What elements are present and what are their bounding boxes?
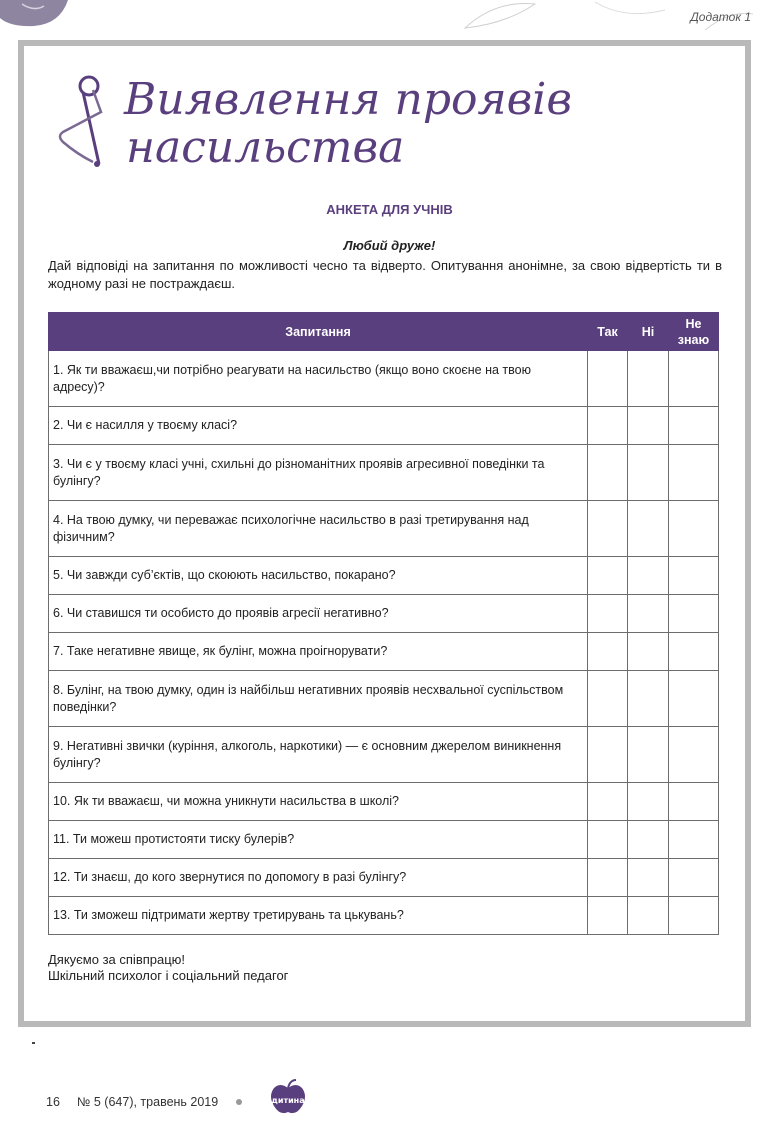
answer-no-cell[interactable] (628, 727, 669, 783)
table-row (49, 821, 719, 859)
table-header-row (49, 313, 719, 351)
answer-yes-cell[interactable] (588, 407, 628, 445)
header-dont-know-line1: Не (685, 316, 702, 331)
question-text: 4. На твою думку, чи переважає психологічне насильство в разі третирування над фізичним? (49, 501, 588, 557)
issue-info: № 5 (647), травень 2019 (77, 1095, 219, 1109)
question-text: 2. Чи є насилля у твоєму класі? (49, 407, 588, 445)
greeting: Любий друже! (343, 238, 436, 253)
answer-dont-know-cell[interactable] (669, 445, 719, 501)
answer-dont-know-cell[interactable] (669, 595, 719, 633)
answer-dont-know-cell[interactable] (669, 783, 719, 821)
answer-dont-know-cell[interactable] (669, 727, 719, 783)
intro-text: Дай відповіді на запитання по можливості чесно та відверто. Опитування анонімне, за свою відвертість ти в жодному разі не постраждаєш. (48, 258, 722, 291)
footer-dot (236, 1099, 242, 1105)
question-text: 1. Як ти вважаєш,чи потрібно реагувати на насильство (якщо воно скоєне на твою адресу)? (49, 351, 588, 407)
answer-no-cell[interactable] (628, 407, 669, 445)
answer-yes-cell[interactable] (588, 821, 628, 859)
table-row (49, 633, 719, 671)
question-text: 12. Ти знаєш, до кого звернутися по допомогу в разі булінгу? (49, 859, 588, 897)
header-dont-know-line2: знаю (677, 332, 710, 347)
question-text: 5. Чи завжди суб’єктів, що скоюють насильство, покарано? (49, 557, 588, 595)
answer-yes-cell[interactable] (588, 727, 628, 783)
answer-dont-know-cell[interactable] (669, 407, 719, 445)
answer-dont-know-cell[interactable] (669, 821, 719, 859)
questionnaire-table (48, 312, 719, 935)
table-row (49, 671, 719, 727)
table-row (49, 859, 719, 897)
answer-yes-cell[interactable] (588, 671, 628, 727)
answer-no-cell[interactable] (628, 897, 669, 935)
survey-heading: АНКЕТА ДЛЯ УЧНІВ (326, 202, 453, 217)
page-number: 16 (46, 1095, 60, 1109)
answer-no-cell[interactable] (628, 557, 669, 595)
answer-dont-know-cell[interactable] (669, 351, 719, 407)
corner-decoration (0, 0, 70, 28)
answer-dont-know-cell[interactable] (669, 557, 719, 595)
header-dont-know (669, 313, 719, 351)
answer-no-cell[interactable] (628, 351, 669, 407)
table-row (49, 501, 719, 557)
question-text: 7. Таке негативне явище, як булінг, можна проігнорувати? (49, 633, 588, 671)
question-text: 13. Ти зможеш підтримати жертву третирувань та цькувань? (49, 897, 588, 935)
closing-text (48, 952, 288, 984)
answer-no-cell[interactable] (628, 501, 669, 557)
answer-no-cell[interactable] (628, 671, 669, 727)
question-text: 9. Негативні звички (куріння, алкоголь, наркотики) — є основним джерелом виникнення булінгу? (49, 727, 588, 783)
answer-no-cell[interactable] (628, 595, 669, 633)
table-row (49, 445, 719, 501)
apple-logo-icon (268, 1078, 308, 1118)
header-question: Запитання (49, 313, 588, 351)
answer-dont-know-cell[interactable] (669, 859, 719, 897)
logo-text: дитина (271, 1096, 305, 1105)
answer-dont-know-cell[interactable] (669, 897, 719, 935)
answer-yes-cell[interactable] (588, 859, 628, 897)
answer-no-cell[interactable] (628, 859, 669, 897)
table-row (49, 727, 719, 783)
question-text: 10. Як ти вважаєш, чи можна уникнути насильства в школі? (49, 783, 588, 821)
table-row (49, 783, 719, 821)
safety-pin-icon (53, 72, 113, 170)
answer-yes-cell[interactable] (588, 501, 628, 557)
signature-line: Шкільний психолог і соціальний педагог (48, 968, 289, 983)
appendix-label: Додаток 1 (690, 10, 751, 24)
question-text: 11. Ти можеш протистояти тиску булерів? (49, 821, 588, 859)
answer-no-cell[interactable] (628, 821, 669, 859)
print-mark (32, 1042, 35, 1044)
answer-no-cell[interactable] (628, 783, 669, 821)
header-yes: Так (588, 313, 628, 351)
table-row (49, 351, 719, 407)
answer-dont-know-cell[interactable] (669, 501, 719, 557)
header-no: Ні (628, 313, 669, 351)
answer-yes-cell[interactable] (588, 783, 628, 821)
answer-yes-cell[interactable] (588, 595, 628, 633)
question-text: 8. Булінг, на твою думку, один із найбільш негативних проявів несхвальної суспільством поведінки? (49, 671, 588, 727)
thanks-line: Дякуємо за співпрацю! (48, 952, 186, 967)
table-row (49, 557, 719, 595)
answer-yes-cell[interactable] (588, 445, 628, 501)
title-line-1: Виявлення проявів (124, 74, 572, 125)
answer-no-cell[interactable] (628, 633, 669, 671)
answer-no-cell[interactable] (628, 445, 669, 501)
answer-dont-know-cell[interactable] (669, 633, 719, 671)
answer-yes-cell[interactable] (588, 557, 628, 595)
question-text: 3. Чи є у твоєму класі учні, схильні до різноманітних проявів агресивної поведінки та булінгу? (49, 445, 588, 501)
answer-dont-know-cell[interactable] (669, 671, 719, 727)
answer-yes-cell[interactable] (588, 897, 628, 935)
answer-yes-cell[interactable] (588, 351, 628, 407)
table-row (49, 595, 719, 633)
answer-yes-cell[interactable] (588, 633, 628, 671)
table-row (49, 897, 719, 935)
page-title (120, 70, 680, 173)
title-line-2: насильства (126, 122, 405, 173)
question-text: 6. Чи ставишся ти особисто до проявів агресії негативно? (49, 595, 588, 633)
table-row (49, 407, 719, 445)
